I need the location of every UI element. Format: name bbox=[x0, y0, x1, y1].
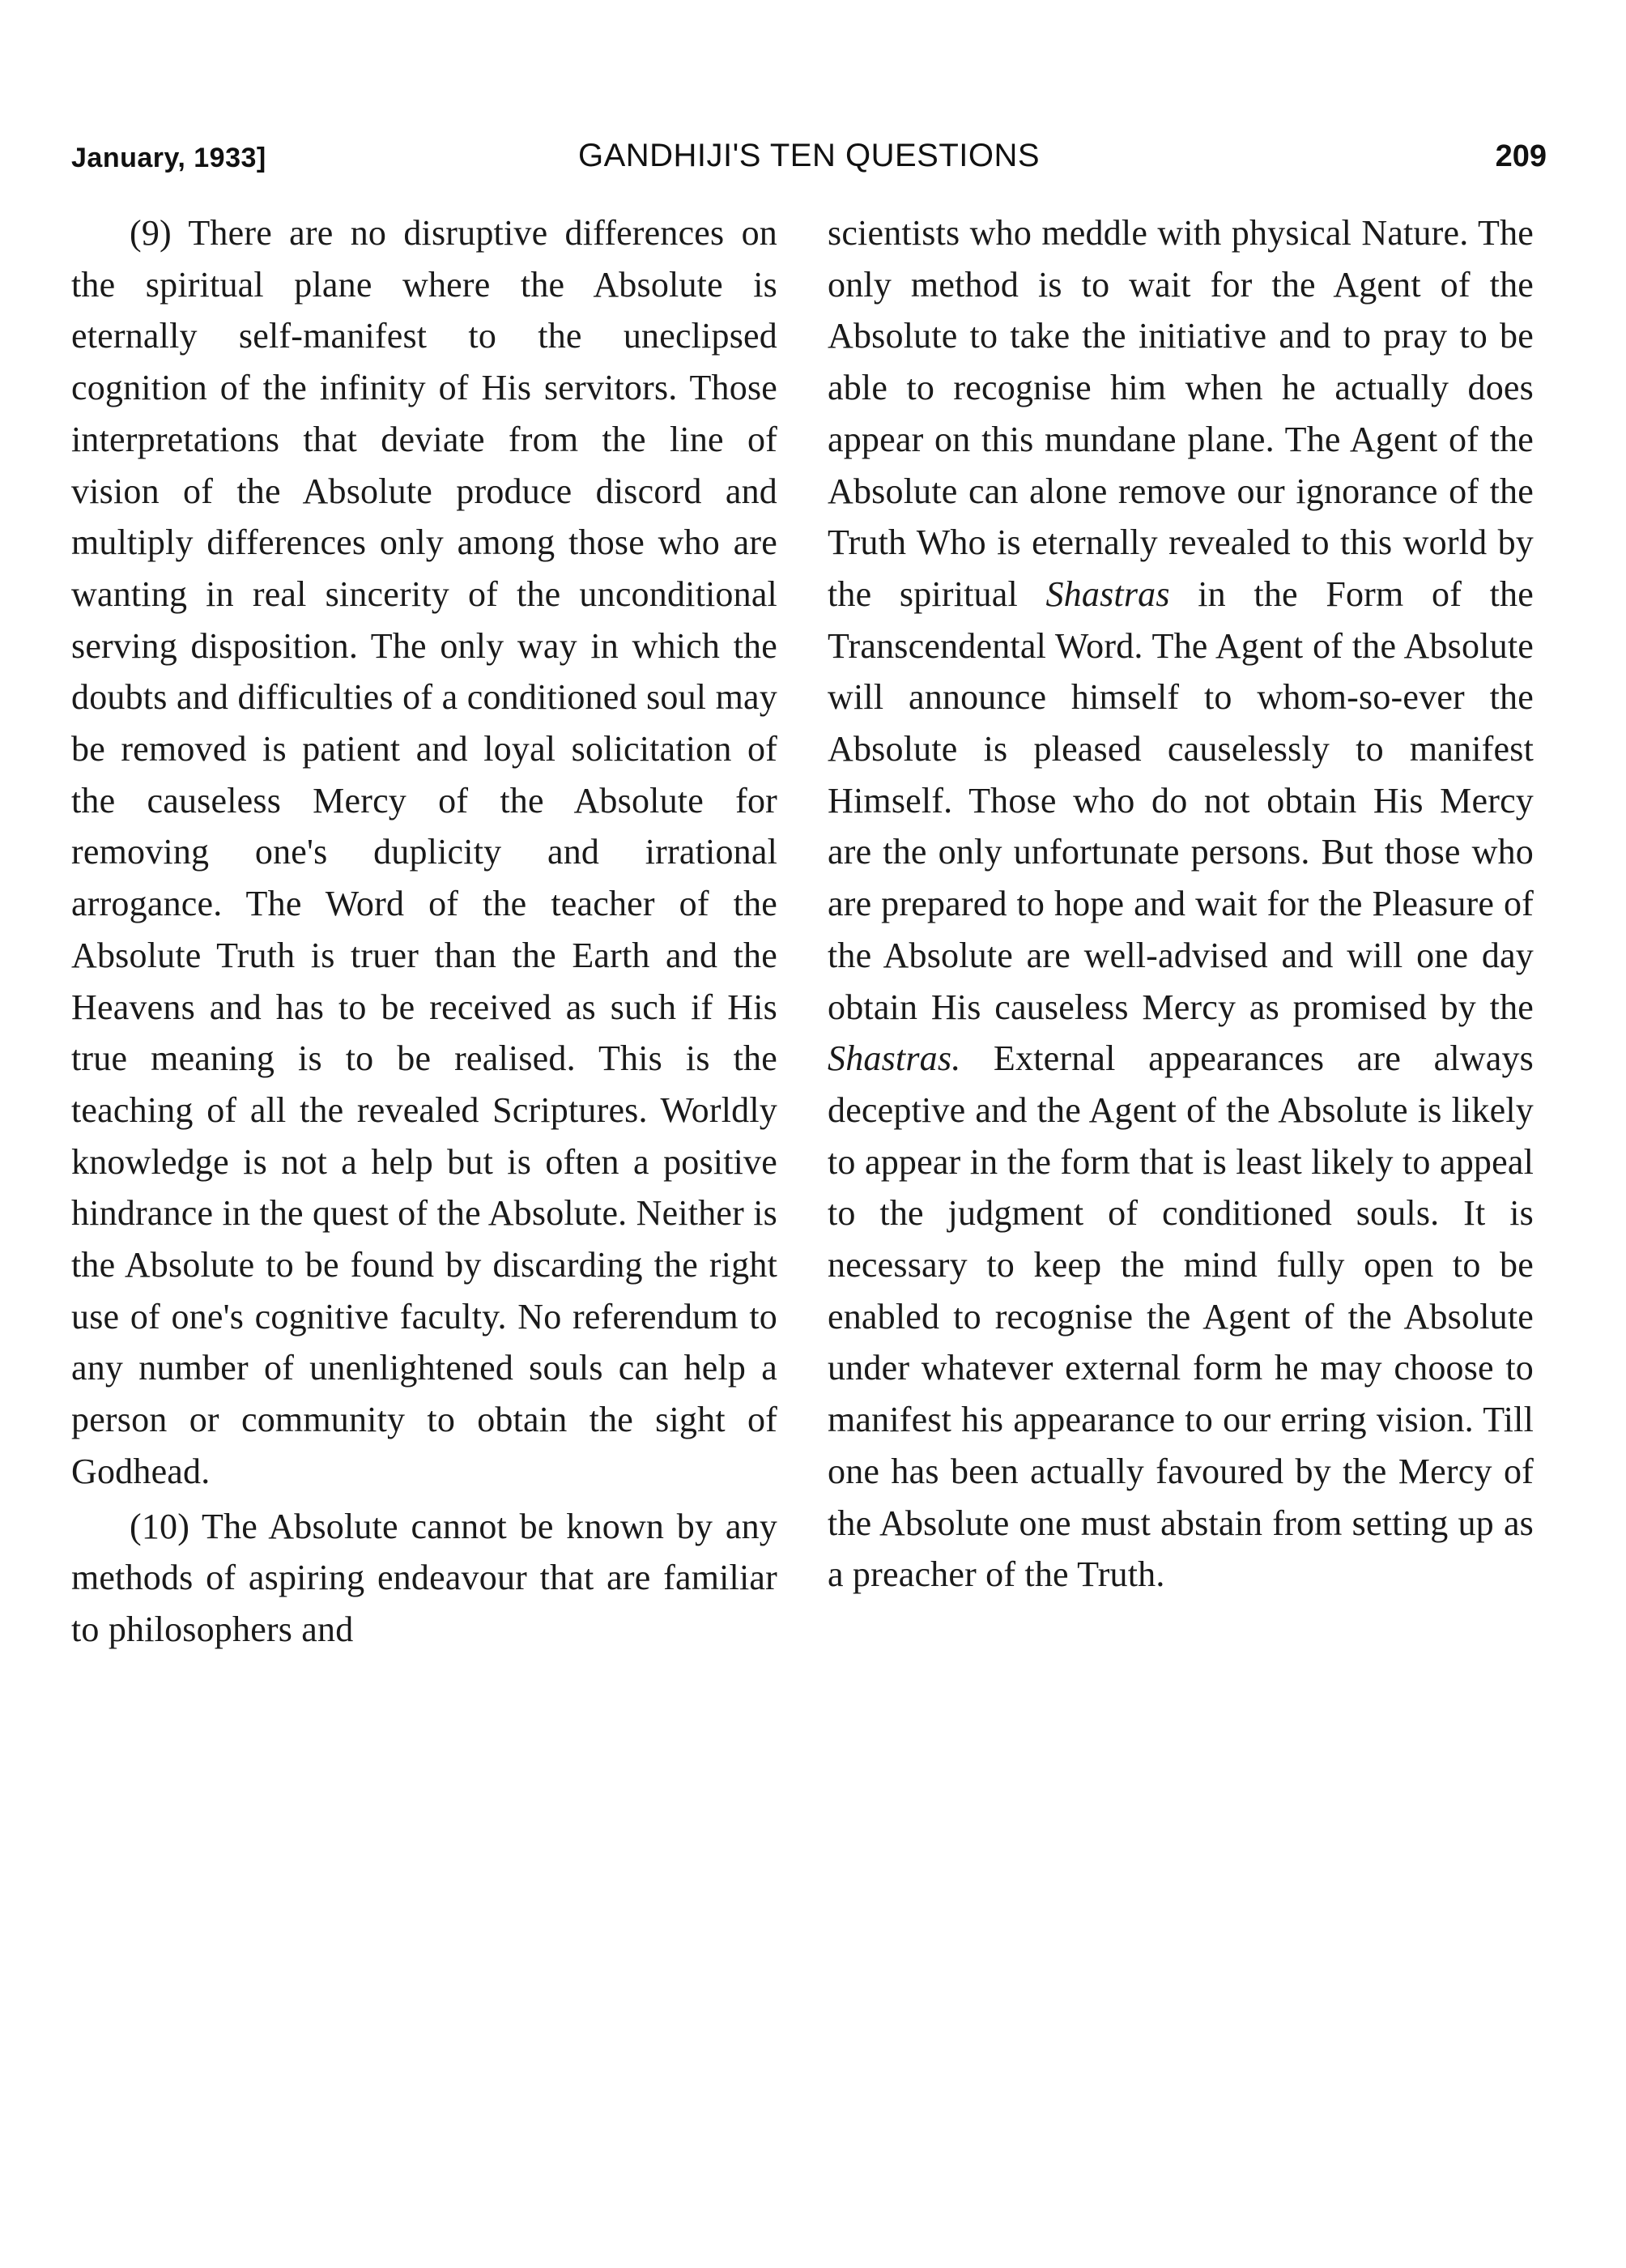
italic-shastras-2: Shastras. bbox=[828, 1038, 961, 1079]
header-title: GANDHIJI'S TEN QUESTIONS bbox=[577, 138, 1041, 173]
running-head bbox=[71, 138, 1547, 186]
continued-text-b: in the Form of the Transcendental Word. The Agent of the Absolute will announce himself to whom-so-ever the Absolute is pleased causelessly to manifest Himself. Those who do not obtain His Mercy are the only unfortunate persons. But those who are prepared to hope and wait for the Pleasure of the Absolute are well-advised and will one day obtain His causeless Mercy as promised by the bbox=[828, 573, 1534, 1027]
italic-shastras-1: Shastras bbox=[1045, 573, 1170, 614]
page-number: 209 bbox=[1495, 139, 1547, 173]
continued-text-c: External appearances are always deceptive and the Agent of the Absolute is likely to appear in the form that is least likely to appeal to the judgment of conditioned souls. It is necessary to keep the mind fully open to be enabled to recognise the Agent of the Absolute under whatever external form he may choose to manifest his appearance to our erring vision. Till one has been actually favoured by the Mercy of the Absolute one must abstain from setting up as a preacher of the Truth. bbox=[828, 1038, 1534, 1595]
continued-text-a: scientists who meddle with physical Nature. The only method is to wait for the Agent of the Absolute to take the initiative and to pray to be able to recognise him when he actually does appear on this mundane plane. The Agent of the Absolute can alone remove our ignorance of the Truth Who is eternally revealed to this world by the spiritual bbox=[828, 213, 1534, 614]
right-column bbox=[828, 207, 1534, 1601]
header-date: January, 1933] bbox=[71, 143, 266, 173]
paragraph-9: (9) There are no disruptive differences on the spiritual plane where the Absolute is eternally self-manifest to the uneclipsed cognition of the infinity of His servitors. Those interpretations that deviate from the line of vision of the Absolute produce discord and multiply differences only among those who are wanting in real sincerity of the unconditional serving disposition. The only way in which the doubts and difficulties of a conditioned soul may be removed is patient and loyal solicitation of the causeless Mercy of the Absolute for removing one's duplicity and irrational arrogance. The Word of the teacher of the Absolute Truth is truer than the Earth and the Heavens and has to be received as such if His true meaning is to be realised. This is the teaching of all the revealed Scriptures. Worldly knowledge is not a help but is often a positive hindrance in the quest of the Absolute. Neither is the Absolute to be found by discarding the right use of one's cognitive faculty. No referendum to any number of unenlightened souls can help a person or community to obtain the sight of Godhead. bbox=[71, 213, 777, 1491]
paragraph-10: (10) The Absolute cannot be known by any methods of aspiring endeavour that are familiar to philosophers and bbox=[71, 1506, 777, 1649]
left-column bbox=[71, 207, 777, 1656]
paragraph-10-continued bbox=[828, 207, 1534, 1601]
